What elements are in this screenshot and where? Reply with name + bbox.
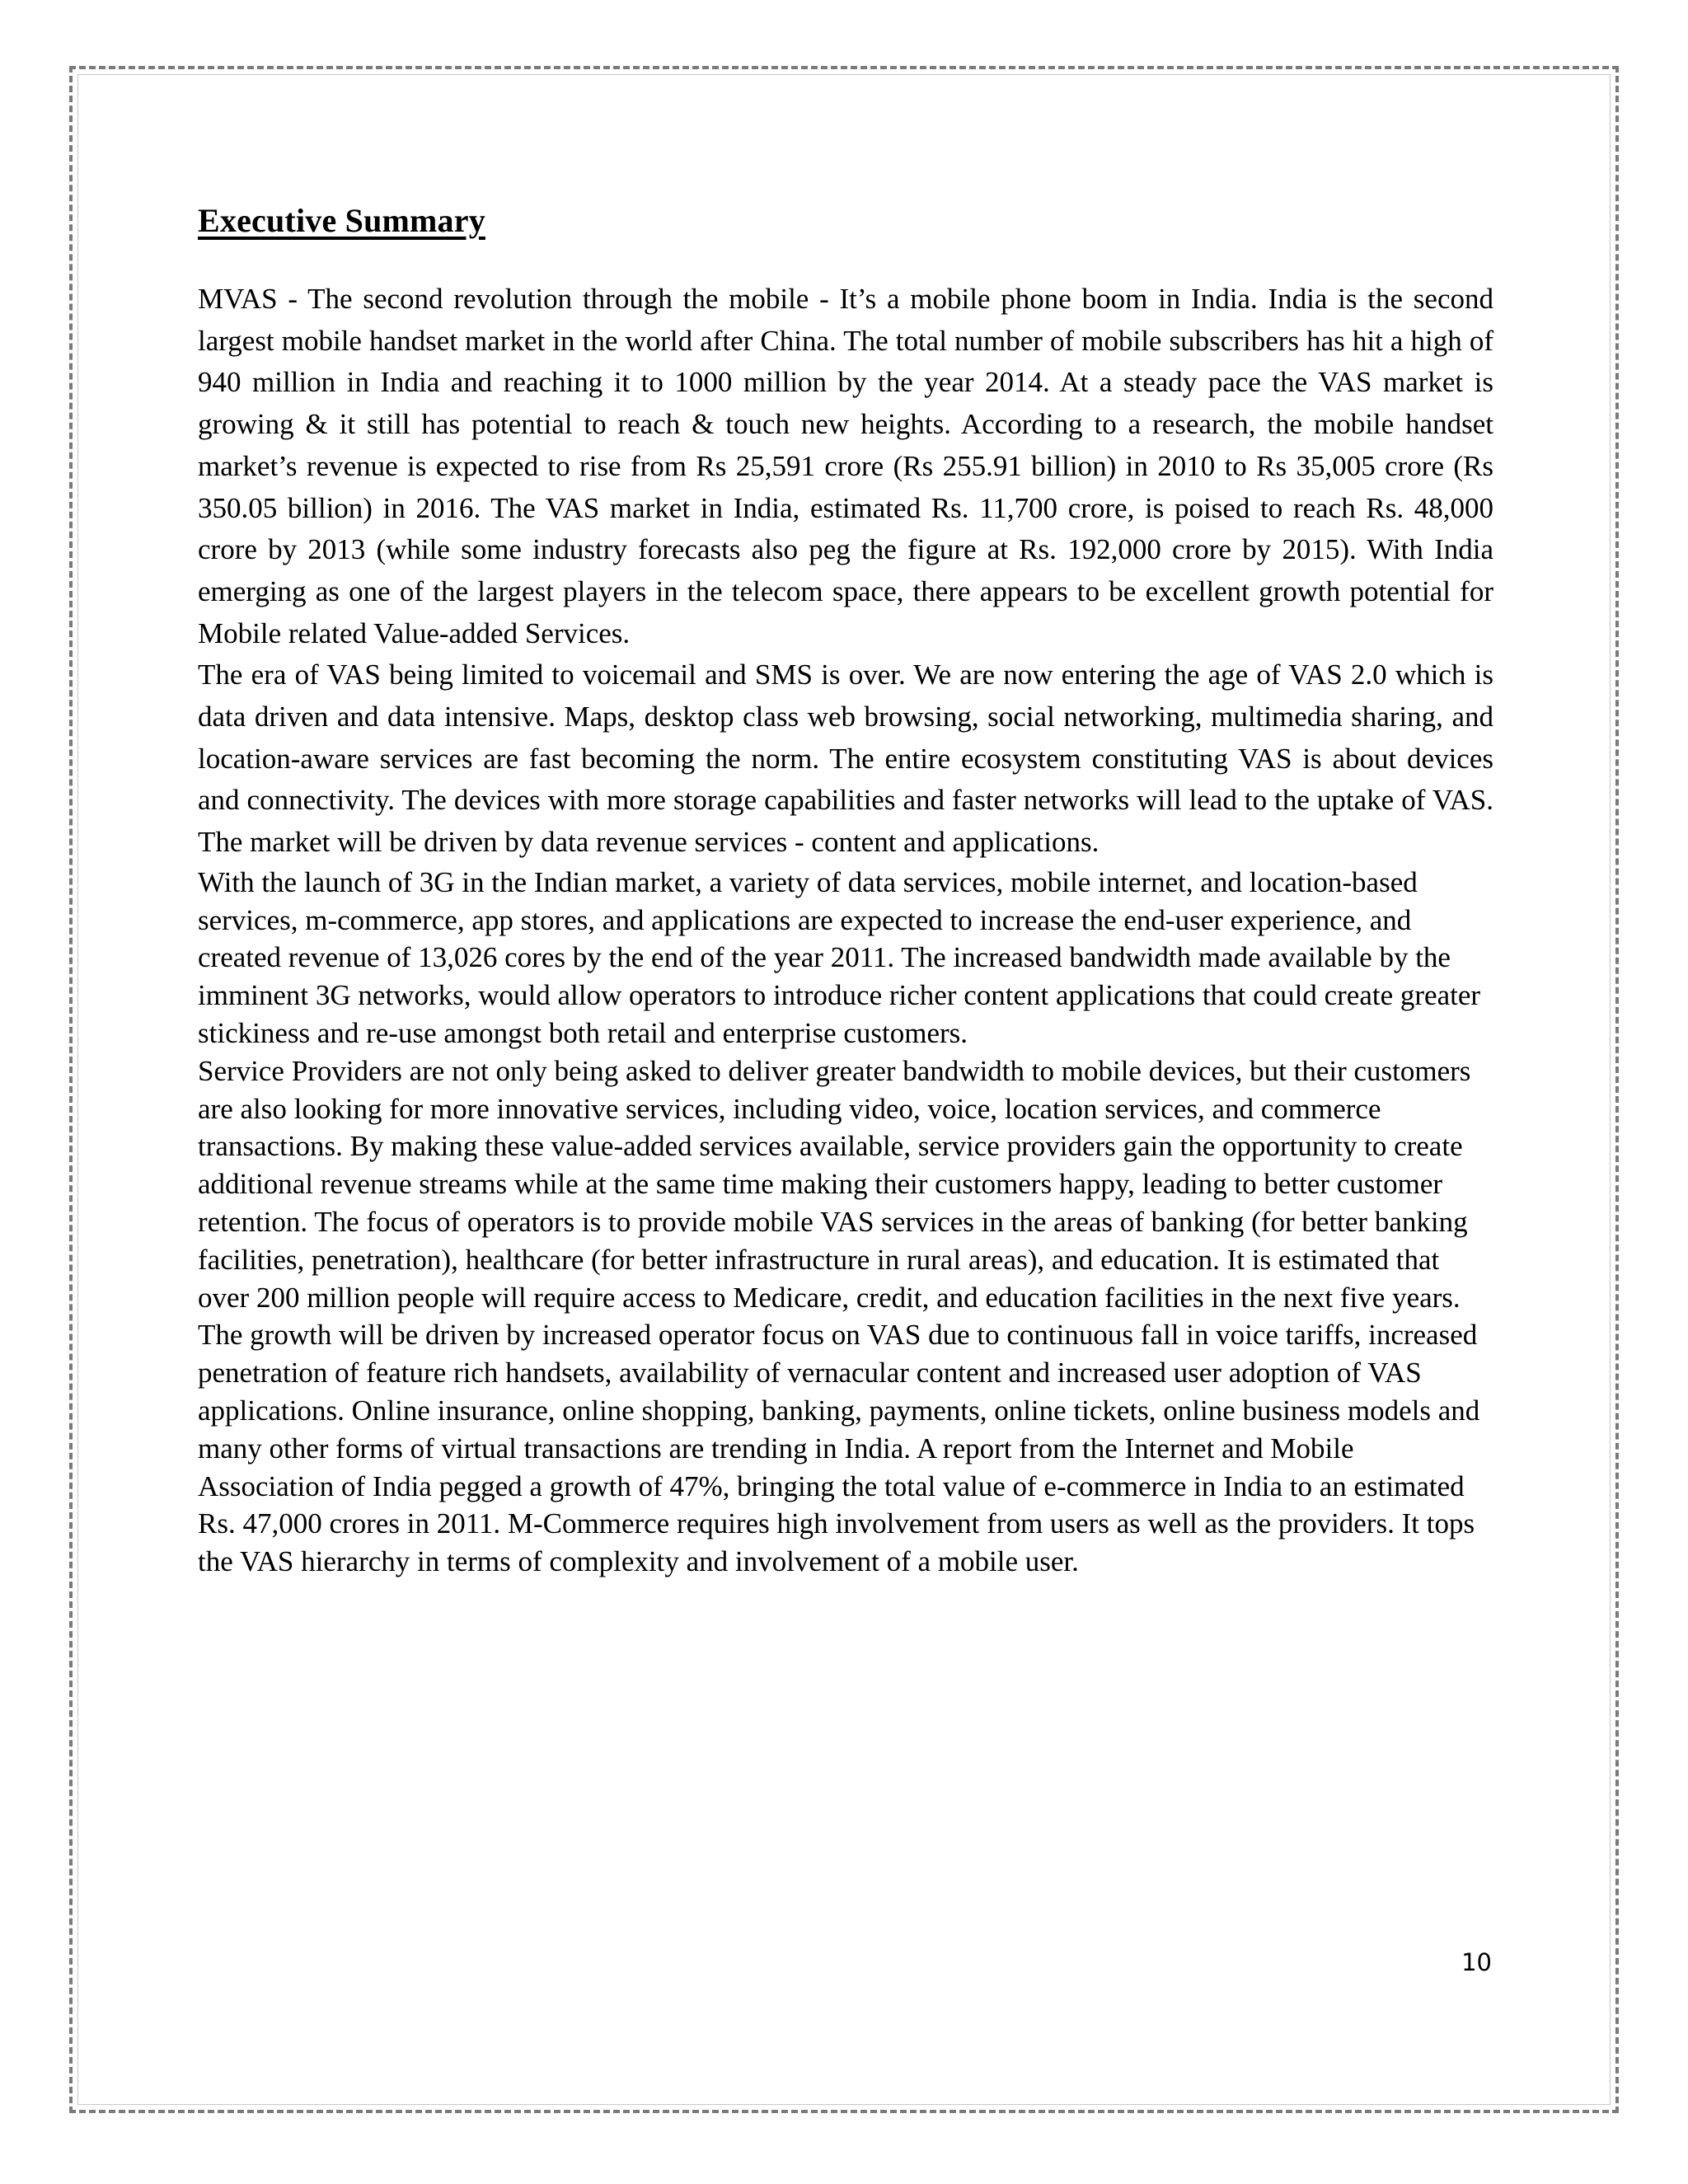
paragraph-mvas-overview: MVAS - The second revolution through the mobile - It’s a mobile phone boom in India. India is the second largest mobile handset market in the world after China. The total number of mobile subscribers has hit a high of 940 million in India and reaching it to 1000 million by the year 2014. At a steady pace the VAS market is growing & it still has potential to reach & touch new heights. According to a research, the mobile handset market’s revenue is expected to rise from Rs 25,591 crore (Rs 255.91 billion) in 2010 to Rs 35,005 crore (Rs 350.05 billion) in 2016. The VAS market in India, estimated Rs. 11,700 crore, is poised to reach Rs. 48,000 crore by 2013 (while some industry forecasts also peg the figure at Rs. 192,000 crore by 2015). With India emerging as one of the largest players in the telecom space, there appears to be excellent growth potential for Mobile related Value-added Services.	[198, 283, 1493, 649]
paragraph-3g-launch: With the launch of 3G in the Indian market, a variety of data services, mobile internet, and location-based services, m-commerce, app stores, and applications are expected to increase the end-user experience, and created revenue of 13,026 cores by the end of the year 2011. The increased bandwidth made available by the imminent 3G networks, would allow operators to introduce richer content applications that could create greater stickiness and re-use amongst both retail and enterprise customers.	[198, 865, 1481, 1050]
body-text	[198, 279, 1493, 1581]
paragraph-service-providers: Service Providers are not only being asked to deliver greater bandwidth to mobile devices, but their customers are also looking for more innovative services, including video, voice, location services, and commerce transactions. By making these value-added services available, service providers gain the opportunity to create additional revenue streams while at the same time making their customers happy, leading to better customer retention. The focus of operators is to provide mobile VAS services in the areas of banking (for better banking facilities, penetration), healthcare (for better infrastructure in rural areas), and education. It is estimated that over 200 million people will require access to Medicare, credit, and education facilities in the next five years. The growth will be driven by increased operator focus on VAS due to continuous fall in voice tariffs, increased penetration of feature rich handsets, availability of vernacular content and increased user adoption of VAS applications. Online insurance, online shopping, banking, payments, online tickets, online business models and many other forms of virtual transactions are trending in India. A report from the Internet and Mobile Association of India pegged a growth of 47%, bringing the total value of e-commerce in India to an estimated Rs. 47,000 crores in 2011. M-Commerce requires high involvement from users as well as the providers. It tops the VAS hierarchy in terms of complexity and involvement of a mobile user.	[198, 1054, 1480, 1578]
page-number: 10	[1461, 1948, 1492, 1976]
page-title: Executive Summary	[198, 202, 485, 239]
paragraph-vas-2-0: The era of VAS being limited to voicemail and SMS is over. We are now entering the age of VAS 2.0 which is data driven and data intensive. Maps, desktop class web browsing, social networking, multimedia sharing, and location-aware services are fast becoming the norm. The entire ecosystem constituting VAS is about devices and connectivity. The devices with more storage capabilities and faster networks will lead to the uptake of VAS. The market will be driven by data revenue services - content and applications.	[198, 658, 1493, 859]
